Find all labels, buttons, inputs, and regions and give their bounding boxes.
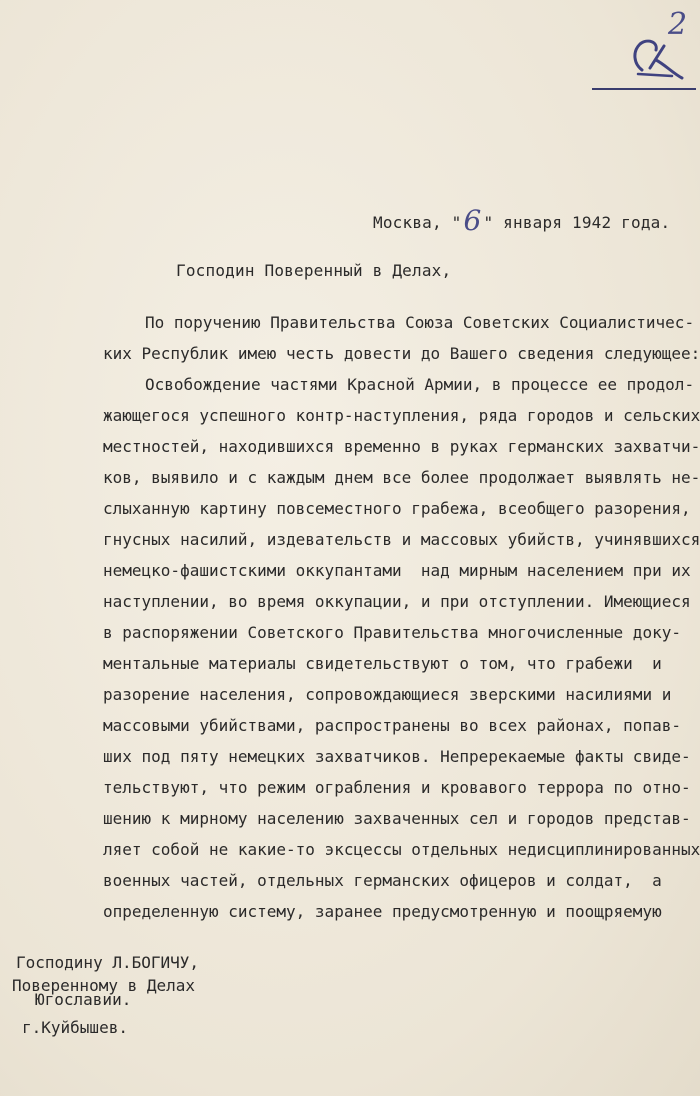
- body-line: в распоряжении Советского Правительства многочисленные доку-: [103, 623, 681, 642]
- salutation: Господин Поверенный в Делах,: [176, 261, 452, 280]
- body-line: ших под пяту немецких захватчиков. Непререкаемые факты свиде-: [103, 747, 691, 766]
- date-suffix: " января 1942 года.: [483, 213, 671, 232]
- body-line: жающегося успешного контр-наступления, ряда городов и сельских: [103, 406, 700, 425]
- archive-page-mark: [628, 8, 694, 90]
- recipient-city: г.Куйбышев.: [22, 1018, 128, 1037]
- recipient-name: Господину Л.БОГИЧУ,: [16, 953, 200, 972]
- body-line: местностей, находившихся временно в руках германских захватчи-: [103, 437, 700, 456]
- recipient-title: Поверенному в Делах: [12, 976, 196, 995]
- date-line: [373, 204, 671, 237]
- body-line: ментальные материалы свидетельствуют о том, что грабежи и: [103, 654, 662, 673]
- page-number: 2: [668, 7, 688, 42]
- body-line: шению к мирному населению захваченных сел и городов представ-: [103, 809, 691, 828]
- body-line: гнусных насилий, издевательств и массовых убийств, учинявшихся: [103, 530, 700, 549]
- body-line: слыханную картину повсеместного грабежа, всеобщего разорения,: [103, 499, 691, 518]
- body-line: определенную систему, заранее предусмотренную и поощряемую: [103, 902, 662, 921]
- body-line: военных частей, отдельных германских офицеров и солдат, а: [103, 871, 662, 890]
- body-line: ких Республик имею честь довести до Вашего сведения следующее:: [103, 344, 700, 363]
- body-line: массовыми убийствами, распространены во всех районах, попав-: [103, 716, 681, 735]
- date-day-handwritten: 6: [463, 204, 482, 237]
- body-line: Освобождение частями Красной Армии, в процессе ее продол-: [145, 375, 695, 394]
- body-line: ляет собой не какие-то эксцессы отдельных недисциплинированных: [103, 840, 700, 859]
- body-line: тельствуют, что режим ограбления и кровавого террора по отно-: [103, 778, 691, 797]
- body-line: разорение населения, сопровождающиеся зверскими насилиями и: [103, 685, 672, 704]
- recipient-country: Югославии.: [35, 990, 132, 1009]
- body-line: По поручению Правительства Союза Советских Социалистичес-: [145, 313, 695, 332]
- date-prefix: Москва, ": [373, 213, 462, 232]
- body-line: ков, выявило и с каждым днем все более продолжает выявлять не-: [103, 468, 700, 487]
- underline-rule: [592, 88, 696, 90]
- body-line: немецко-фашистскими оккупантами над мирным населением при их: [103, 561, 691, 580]
- body-line: наступлении, во время оккупации, и при отступлении. Имеющиеся: [103, 592, 691, 611]
